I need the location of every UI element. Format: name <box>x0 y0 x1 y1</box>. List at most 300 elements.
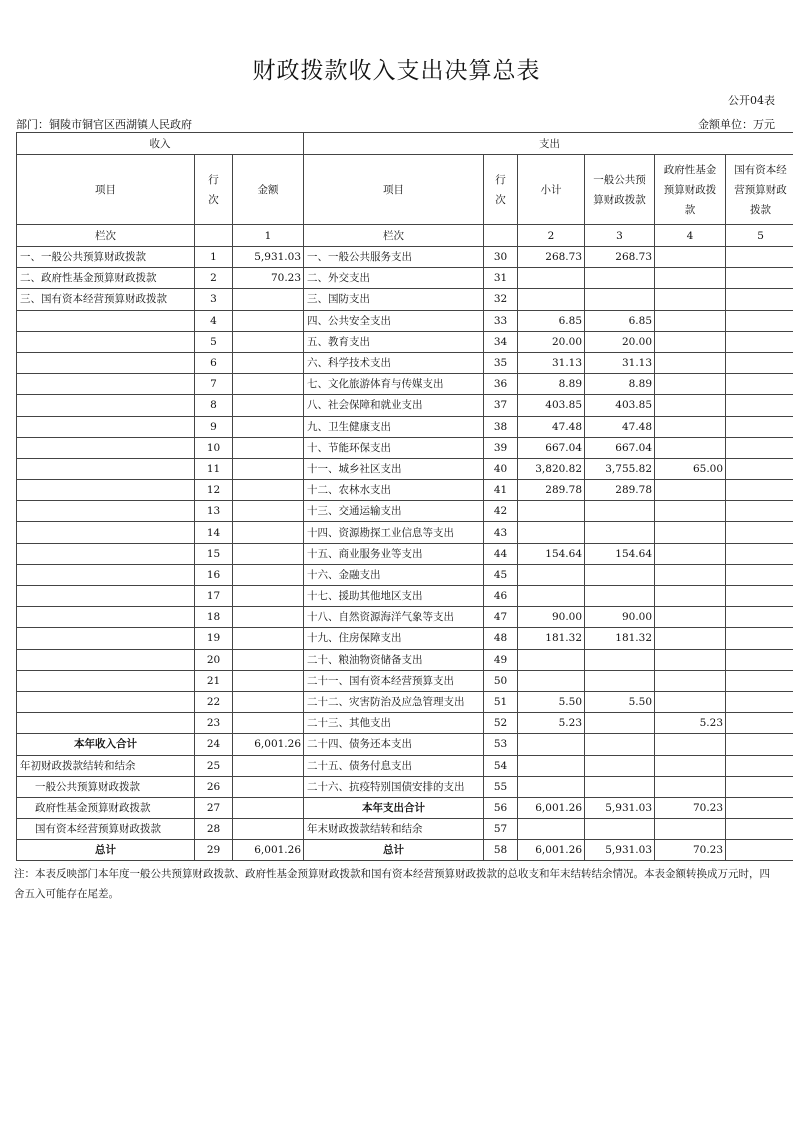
income-amount-cell <box>233 458 304 479</box>
subtotal-cell <box>518 670 585 691</box>
income-item-cell <box>17 331 195 352</box>
income-amount-cell <box>233 395 304 416</box>
expense-row-no-cell: 43 <box>484 522 518 543</box>
income-amount-cell <box>233 501 304 522</box>
expense-item-cell: 九、卫生健康支出 <box>304 416 484 437</box>
expense-item-cell: 十三、交通运输支出 <box>304 501 484 522</box>
income-row-no-cell: 22 <box>195 691 233 712</box>
gov-fund-cell: 70.23 <box>655 840 726 861</box>
general-budget-cell: 90.00 <box>585 607 655 628</box>
income-item-cell: 一般公共预算财政拨款 <box>17 776 195 797</box>
table-row <box>17 268 793 289</box>
table-row <box>17 437 793 458</box>
state-asset-cell <box>726 691 793 712</box>
table-row <box>17 543 793 564</box>
income-item-cell: 三、国有资本经营预算财政拨款 <box>17 289 195 310</box>
state-asset-cell <box>726 289 793 310</box>
expense-item-cell: 八、社会保障和就业支出 <box>304 395 484 416</box>
subtotal-cell <box>518 755 585 776</box>
subtotal-cell: 5.50 <box>518 691 585 712</box>
income-item-cell <box>17 691 195 712</box>
subtotal-cell: 403.85 <box>518 395 585 416</box>
lanci-col4: 4 <box>655 225 726 247</box>
expense-item-cell: 二十三、其他支出 <box>304 713 484 734</box>
expense-row-no-cell: 46 <box>484 586 518 607</box>
gov-fund-cell <box>655 310 726 331</box>
table-code: 公开04表 <box>728 94 775 107</box>
income-row-no-cell: 19 <box>195 628 233 649</box>
expense-item-cell: 二十六、抗疫特别国债安排的支出 <box>304 776 484 797</box>
general-budget-cell: 8.89 <box>585 374 655 395</box>
income-amount-header: 金额 <box>233 155 304 225</box>
gov-fund-cell <box>655 480 726 501</box>
gov-fund-cell <box>655 395 726 416</box>
general-budget-cell <box>585 289 655 310</box>
subtotal-cell: 8.89 <box>518 374 585 395</box>
expense-item-cell: 三、国防支出 <box>304 289 484 310</box>
expense-row-no-cell: 30 <box>484 247 518 268</box>
general-budget-cell: 5.50 <box>585 691 655 712</box>
general-budget-cell <box>585 819 655 840</box>
footnote: 注：本表反映部门本年度一般公共预算财政拨款、政府性基金预算财政拨款和国有资本经营预算财政拨款的总收支和年末结转结余情况。本表金额转换成万元时，四舍五入可能存在尾差。 <box>14 868 770 900</box>
income-amount-cell <box>233 437 304 458</box>
income-row-no-cell: 18 <box>195 607 233 628</box>
expense-item-cell: 二十四、债务还本支出 <box>304 734 484 755</box>
income-item-cell <box>17 713 195 734</box>
table-row <box>17 734 793 755</box>
expense-item-cell: 年末财政拨款结转和结余 <box>304 819 484 840</box>
gov-fund-cell <box>655 649 726 670</box>
subtotal-cell: 154.64 <box>518 543 585 564</box>
state-asset-cell <box>726 374 793 395</box>
table-row <box>17 840 793 861</box>
income-row-no-cell: 27 <box>195 797 233 818</box>
expense-item-cell: 五、教育支出 <box>304 331 484 352</box>
expense-row-no-cell: 52 <box>484 713 518 734</box>
income-amount-cell <box>233 713 304 734</box>
gov-fund-cell <box>655 734 726 755</box>
subtotal-cell <box>518 268 585 289</box>
income-item-cell: 年初财政拨款结转和结余 <box>17 755 195 776</box>
income-row-no-cell: 12 <box>195 480 233 501</box>
page-title: 财政拨款收入支出决算总表 <box>252 58 541 84</box>
table-row <box>17 819 793 840</box>
state-asset-cell <box>726 437 793 458</box>
income-amount-cell <box>233 755 304 776</box>
expense-row-no-cell: 32 <box>484 289 518 310</box>
income-item-cell: 一、一般公共预算财政拨款 <box>17 247 195 268</box>
budget-table <box>16 132 793 861</box>
expense-row-no-cell: 53 <box>484 734 518 755</box>
income-item-cell: 国有资本经营预算财政拨款 <box>17 819 195 840</box>
expense-item-cell: 二十五、债务付息支出 <box>304 755 484 776</box>
income-row-no-cell: 1 <box>195 247 233 268</box>
table-row <box>17 247 793 268</box>
table-row <box>17 522 793 543</box>
general-budget-cell: 5,931.03 <box>585 840 655 861</box>
income-item-cell <box>17 522 195 543</box>
income-row-no-cell: 4 <box>195 310 233 331</box>
gov-fund-header: 政府性基金预算财政拨款 <box>655 155 726 225</box>
gov-fund-cell <box>655 776 726 797</box>
expense-item-cell: 二十二、灾害防治及应急管理支出 <box>304 691 484 712</box>
subtotal-cell: 20.00 <box>518 331 585 352</box>
subtotal-cell: 6,001.26 <box>518 797 585 818</box>
expense-row-no-cell: 54 <box>484 755 518 776</box>
table-row <box>17 458 793 479</box>
gov-fund-cell <box>655 543 726 564</box>
income-item-cell <box>17 310 195 331</box>
expense-item-cell: 十九、住房保障支出 <box>304 628 484 649</box>
expense-row-no-header: 行次 <box>484 155 518 225</box>
subtotal-cell: 268.73 <box>518 247 585 268</box>
expense-row-no-cell: 48 <box>484 628 518 649</box>
expense-item-cell: 四、公共安全支出 <box>304 310 484 331</box>
table-row <box>17 501 793 522</box>
general-budget-cell <box>585 501 655 522</box>
general-budget-cell <box>585 522 655 543</box>
table-body <box>17 133 793 861</box>
gov-fund-cell <box>655 247 726 268</box>
expense-row-no-cell: 47 <box>484 607 518 628</box>
general-budget-cell <box>585 776 655 797</box>
table-row <box>17 289 793 310</box>
subtotal-cell <box>518 522 585 543</box>
income-lanci-col1: 1 <box>233 225 304 247</box>
gov-fund-cell: 70.23 <box>655 797 726 818</box>
income-item-cell <box>17 670 195 691</box>
gov-fund-cell: 65.00 <box>655 458 726 479</box>
income-row-no-cell: 10 <box>195 437 233 458</box>
income-amount-cell <box>233 797 304 818</box>
table-row <box>17 607 793 628</box>
general-budget-cell: 3,755.82 <box>585 458 655 479</box>
income-item-cell <box>17 374 195 395</box>
income-row-no-cell: 7 <box>195 374 233 395</box>
expense-item-cell: 二十、粮油物资储备支出 <box>304 649 484 670</box>
expense-header: 支出 <box>304 133 793 155</box>
table-row <box>17 374 793 395</box>
expense-item-header: 项目 <box>304 155 484 225</box>
state-asset-cell <box>726 480 793 501</box>
expense-row-no-cell: 50 <box>484 670 518 691</box>
state-asset-cell <box>726 564 793 585</box>
general-budget-cell <box>585 713 655 734</box>
expense-row-no-cell: 51 <box>484 691 518 712</box>
gov-fund-cell <box>655 628 726 649</box>
table-row <box>17 310 793 331</box>
table-row <box>17 416 793 437</box>
income-item-cell: 总计 <box>17 840 195 861</box>
income-amount-cell <box>233 564 304 585</box>
subtotal-cell <box>518 289 585 310</box>
table-row <box>17 797 793 818</box>
subtotal-cell <box>518 564 585 585</box>
income-amount-cell <box>233 628 304 649</box>
expense-row-no-cell: 33 <box>484 310 518 331</box>
department-label: 部门：铜陵市铜官区西湖镇人民政府 <box>16 118 192 131</box>
header-row-groups <box>17 133 793 155</box>
table-row <box>17 755 793 776</box>
income-item-cell <box>17 628 195 649</box>
lanci-col3: 3 <box>585 225 655 247</box>
state-asset-cell <box>726 670 793 691</box>
income-row-no-cell: 20 <box>195 649 233 670</box>
expense-row-no-cell: 41 <box>484 480 518 501</box>
expense-item-cell: 六、科学技术支出 <box>304 352 484 373</box>
general-budget-cell <box>585 268 655 289</box>
income-item-cell <box>17 395 195 416</box>
expense-row-no-cell: 55 <box>484 776 518 797</box>
gov-fund-cell <box>655 586 726 607</box>
income-item-cell <box>17 352 195 373</box>
general-budget-cell: 268.73 <box>585 247 655 268</box>
income-row-no-cell: 24 <box>195 734 233 755</box>
subtotal-cell <box>518 776 585 797</box>
subtotal-cell: 31.13 <box>518 352 585 373</box>
income-amount-cell <box>233 670 304 691</box>
income-item-cell <box>17 437 195 458</box>
general-budget-cell: 289.78 <box>585 480 655 501</box>
state-asset-cell <box>726 776 793 797</box>
general-budget-cell: 181.32 <box>585 628 655 649</box>
table-row <box>17 352 793 373</box>
general-budget-cell <box>585 670 655 691</box>
income-amount-cell <box>233 289 304 310</box>
state-asset-cell <box>726 586 793 607</box>
income-row-no-cell: 17 <box>195 586 233 607</box>
income-item-cell <box>17 543 195 564</box>
lanci-col5: 5 <box>726 225 793 247</box>
subtotal-cell <box>518 649 585 670</box>
general-budget-cell <box>585 649 655 670</box>
income-amount-cell <box>233 691 304 712</box>
table-row <box>17 713 793 734</box>
income-item-cell: 政府性基金预算财政拨款 <box>17 797 195 818</box>
state-asset-cell <box>726 649 793 670</box>
expense-row-no-cell: 35 <box>484 352 518 373</box>
general-budget-cell <box>585 755 655 776</box>
general-budget-cell: 6.85 <box>585 310 655 331</box>
income-row-no-cell: 21 <box>195 670 233 691</box>
income-amount-cell: 5,931.03 <box>233 247 304 268</box>
income-item-cell <box>17 480 195 501</box>
general-budget-header: 一般公共预算财政拨款 <box>585 155 655 225</box>
subtotal-cell: 181.32 <box>518 628 585 649</box>
income-amount-cell <box>233 310 304 331</box>
income-item-cell <box>17 586 195 607</box>
income-amount-cell <box>233 416 304 437</box>
subtotal-cell: 3,820.82 <box>518 458 585 479</box>
general-budget-cell: 31.13 <box>585 352 655 373</box>
income-amount-cell <box>233 522 304 543</box>
general-budget-cell: 154.64 <box>585 543 655 564</box>
table-row <box>17 628 793 649</box>
table-row <box>17 331 793 352</box>
income-amount-cell <box>233 649 304 670</box>
subtotal-header: 小计 <box>518 155 585 225</box>
header-row-lanci <box>17 225 793 247</box>
income-amount-cell <box>233 586 304 607</box>
subtotal-cell: 90.00 <box>518 607 585 628</box>
subtotal-cell: 6.85 <box>518 310 585 331</box>
gov-fund-cell <box>655 522 726 543</box>
income-amount-cell <box>233 374 304 395</box>
gov-fund-cell: 5.23 <box>655 713 726 734</box>
state-asset-cell <box>726 840 793 861</box>
expense-lanci-no <box>484 225 518 247</box>
expense-row-no-cell: 44 <box>484 543 518 564</box>
income-row-no-cell: 26 <box>195 776 233 797</box>
general-budget-cell <box>585 586 655 607</box>
income-item-cell <box>17 501 195 522</box>
income-item-cell <box>17 649 195 670</box>
income-amount-cell <box>233 776 304 797</box>
subtotal-cell <box>518 734 585 755</box>
state-asset-cell <box>726 331 793 352</box>
general-budget-cell: 47.48 <box>585 416 655 437</box>
subtotal-cell: 667.04 <box>518 437 585 458</box>
state-asset-cell <box>726 352 793 373</box>
income-amount-cell <box>233 543 304 564</box>
expense-row-no-cell: 45 <box>484 564 518 585</box>
expense-row-no-cell: 36 <box>484 374 518 395</box>
expense-row-no-cell: 34 <box>484 331 518 352</box>
expense-item-cell: 十二、农林水支出 <box>304 480 484 501</box>
income-row-no-cell: 3 <box>195 289 233 310</box>
income-row-no-cell: 25 <box>195 755 233 776</box>
income-item-cell <box>17 458 195 479</box>
expense-lanci-label: 栏次 <box>304 225 484 247</box>
expense-row-no-cell: 38 <box>484 416 518 437</box>
expense-item-cell: 十一、城乡社区支出 <box>304 458 484 479</box>
table-row <box>17 670 793 691</box>
expense-item-cell: 十八、自然资源海洋气象等支出 <box>304 607 484 628</box>
expense-row-no-cell: 57 <box>484 819 518 840</box>
general-budget-cell: 20.00 <box>585 331 655 352</box>
income-amount-cell <box>233 607 304 628</box>
income-row-no-cell: 23 <box>195 713 233 734</box>
gov-fund-cell <box>655 331 726 352</box>
general-budget-cell <box>585 564 655 585</box>
state-asset-cell <box>726 458 793 479</box>
income-amount-cell: 6,001.26 <box>233 734 304 755</box>
expense-item-cell: 总计 <box>304 840 484 861</box>
income-row-no-cell: 13 <box>195 501 233 522</box>
expense-row-no-cell: 40 <box>484 458 518 479</box>
gov-fund-cell <box>655 564 726 585</box>
table-row <box>17 776 793 797</box>
expense-row-no-cell: 56 <box>484 797 518 818</box>
income-row-no-cell: 11 <box>195 458 233 479</box>
general-budget-cell <box>585 734 655 755</box>
state-asset-cell <box>726 607 793 628</box>
expense-item-cell: 十、节能环保支出 <box>304 437 484 458</box>
income-row-no-cell: 5 <box>195 331 233 352</box>
income-amount-cell <box>233 331 304 352</box>
expense-item-cell: 十七、援助其他地区支出 <box>304 586 484 607</box>
state-asset-cell <box>726 395 793 416</box>
expense-item-cell: 十五、商业服务业等支出 <box>304 543 484 564</box>
state-asset-cell <box>726 628 793 649</box>
income-lanci-no <box>195 225 233 247</box>
expense-item-cell: 十四、资源勘探工业信息等支出 <box>304 522 484 543</box>
income-item-cell <box>17 607 195 628</box>
state-asset-cell <box>726 797 793 818</box>
gov-fund-cell <box>655 755 726 776</box>
table-row <box>17 586 793 607</box>
gov-fund-cell <box>655 819 726 840</box>
subtotal-cell <box>518 819 585 840</box>
expense-item-cell: 一、一般公共服务支出 <box>304 247 484 268</box>
income-item-cell <box>17 416 195 437</box>
gov-fund-cell <box>655 670 726 691</box>
general-budget-cell: 403.85 <box>585 395 655 416</box>
expense-row-no-cell: 39 <box>484 437 518 458</box>
income-row-no-cell: 28 <box>195 819 233 840</box>
income-item-cell: 本年收入合计 <box>17 734 195 755</box>
income-item-header: 项目 <box>17 155 195 225</box>
gov-fund-cell <box>655 289 726 310</box>
table-row <box>17 480 793 501</box>
subtotal-cell <box>518 586 585 607</box>
header-row-columns <box>17 155 793 225</box>
expense-item-cell: 本年支出合计 <box>304 797 484 818</box>
income-row-no-cell: 9 <box>195 416 233 437</box>
table-row <box>17 691 793 712</box>
expense-row-no-cell: 58 <box>484 840 518 861</box>
income-lanci-label: 栏次 <box>17 225 195 247</box>
income-header: 收入 <box>17 133 304 155</box>
income-row-no-cell: 14 <box>195 522 233 543</box>
expense-item-cell: 二、外交支出 <box>304 268 484 289</box>
general-budget-cell: 5,931.03 <box>585 797 655 818</box>
income-row-no-cell: 6 <box>195 352 233 373</box>
income-row-no-cell: 16 <box>195 564 233 585</box>
state-asset-cell <box>726 734 793 755</box>
subtotal-cell: 6,001.26 <box>518 840 585 861</box>
table-row <box>17 395 793 416</box>
income-amount-cell <box>233 819 304 840</box>
gov-fund-cell <box>655 437 726 458</box>
state-asset-cell <box>726 247 793 268</box>
state-asset-cell <box>726 416 793 437</box>
expense-item-cell: 七、文化旅游体育与传媒支出 <box>304 374 484 395</box>
expense-row-no-cell: 49 <box>484 649 518 670</box>
gov-fund-cell <box>655 501 726 522</box>
income-row-no-header: 行次 <box>195 155 233 225</box>
gov-fund-cell <box>655 607 726 628</box>
gov-fund-cell <box>655 691 726 712</box>
income-item-cell <box>17 564 195 585</box>
subtotal-cell: 47.48 <box>518 416 585 437</box>
expense-item-cell: 十六、金融支出 <box>304 564 484 585</box>
gov-fund-cell <box>655 416 726 437</box>
unit-label: 金额单位：万元 <box>698 118 775 131</box>
gov-fund-cell <box>655 374 726 395</box>
income-amount-cell: 6,001.26 <box>233 840 304 861</box>
gov-fund-cell <box>655 352 726 373</box>
gov-fund-cell <box>655 268 726 289</box>
table-row <box>17 564 793 585</box>
income-amount-cell <box>233 480 304 501</box>
state-asset-cell <box>726 310 793 331</box>
state-asset-cell <box>726 501 793 522</box>
expense-row-no-cell: 42 <box>484 501 518 522</box>
expense-item-cell: 二十一、国有资本经营预算支出 <box>304 670 484 691</box>
income-item-cell: 二、政府性基金预算财政拨款 <box>17 268 195 289</box>
general-budget-cell: 667.04 <box>585 437 655 458</box>
